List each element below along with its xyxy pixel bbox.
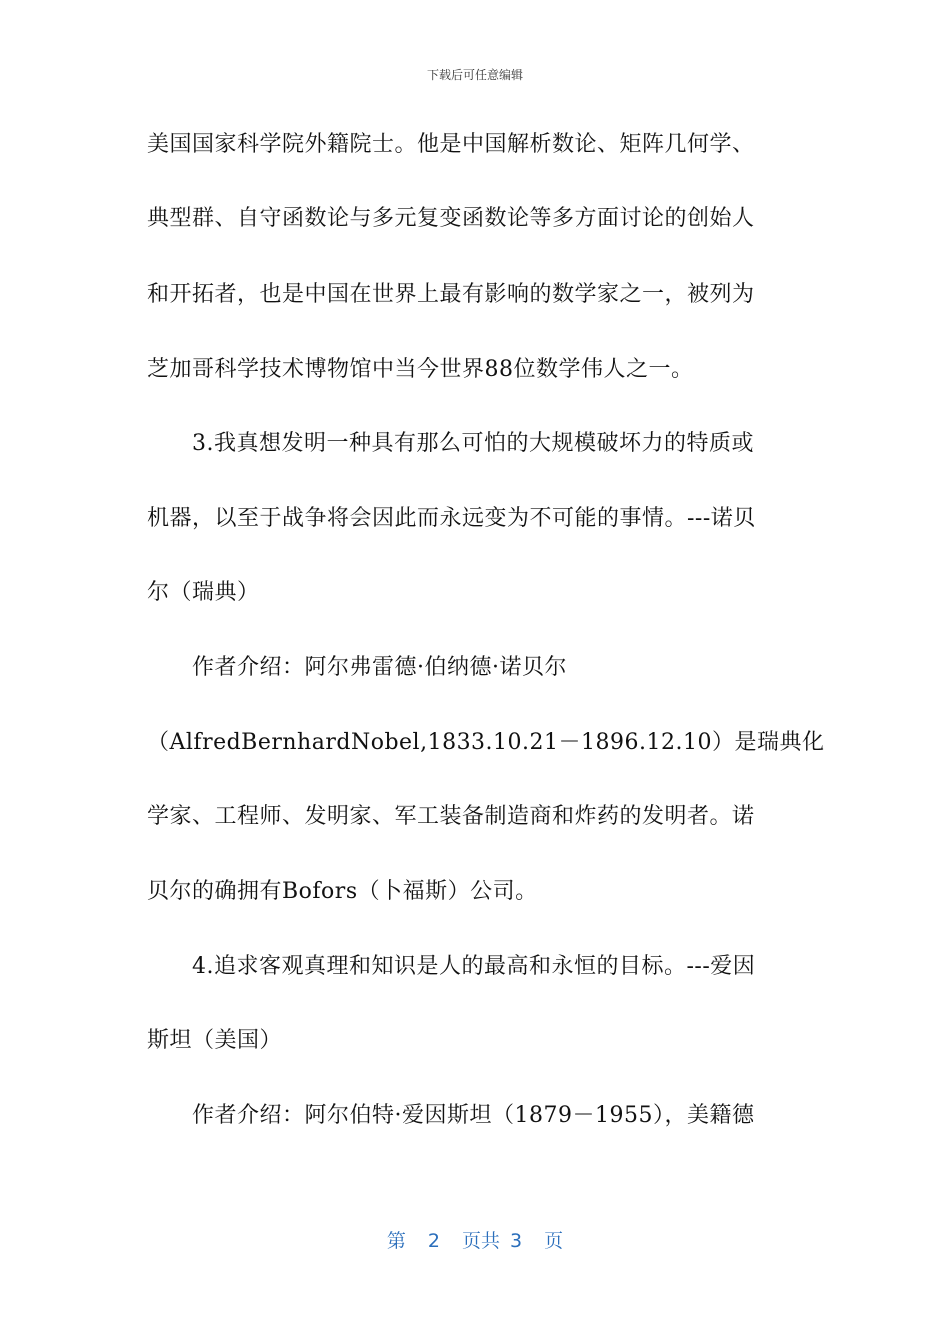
footer-middle: 页共 (461, 1230, 500, 1252)
footer-prefix: 第 (386, 1230, 406, 1252)
text-line: 芝加哥科学技术博物馆中当今世界88位数学伟人之一。 (147, 357, 694, 382)
page-header: 下载后可任意编辑 (426, 68, 523, 82)
text-line: 和开拓者，也是中国在世界上最有影响的数学家之一，被列为 (147, 282, 755, 307)
footer-suffix: 页 (544, 1230, 564, 1252)
text-line: 3.我真想发明一种具有那么可怕的大规模破坏力的特质或 (192, 431, 754, 456)
text-line: 美国国家科学院外籍院士。他是中国解析数论、矩阵几何学、 (147, 132, 755, 157)
footer-page-number: 2 (427, 1230, 440, 1252)
text-line: 作者介绍：阿尔伯特·爱因斯坦（1879－1955），美籍德 (192, 1103, 755, 1128)
text-line: 贝尔的确拥有Bofors（卜福斯）公司。 (147, 879, 538, 904)
text-line: 典型群、自守函数论与多元复变函数论等多方面讨论的创始人 (147, 206, 755, 231)
text-line: （AlfredBernhardNobel,1833.10.21－1896.12.10）是瑞典化 (147, 730, 825, 755)
text-line: 4.追求客观真理和知识是人的最高和永恒的目标。---爱因 (192, 954, 756, 979)
text-line: 学家、工程师、发明家、军工装备制造商和炸药的发明者。诺 (147, 804, 755, 829)
text-line: 尔（瑞典） (147, 580, 260, 605)
text-line: 作者介绍：阿尔弗雷德·伯纳德·诺贝尔 (192, 655, 567, 680)
text-line: 机器，以至于战争将会因此而永远变为不可能的事情。---诺贝 (147, 506, 756, 531)
page-footer (0, 1226, 950, 1253)
footer-total-pages: 3 (510, 1230, 523, 1252)
text-line: 斯坦（美国） (147, 1028, 283, 1053)
